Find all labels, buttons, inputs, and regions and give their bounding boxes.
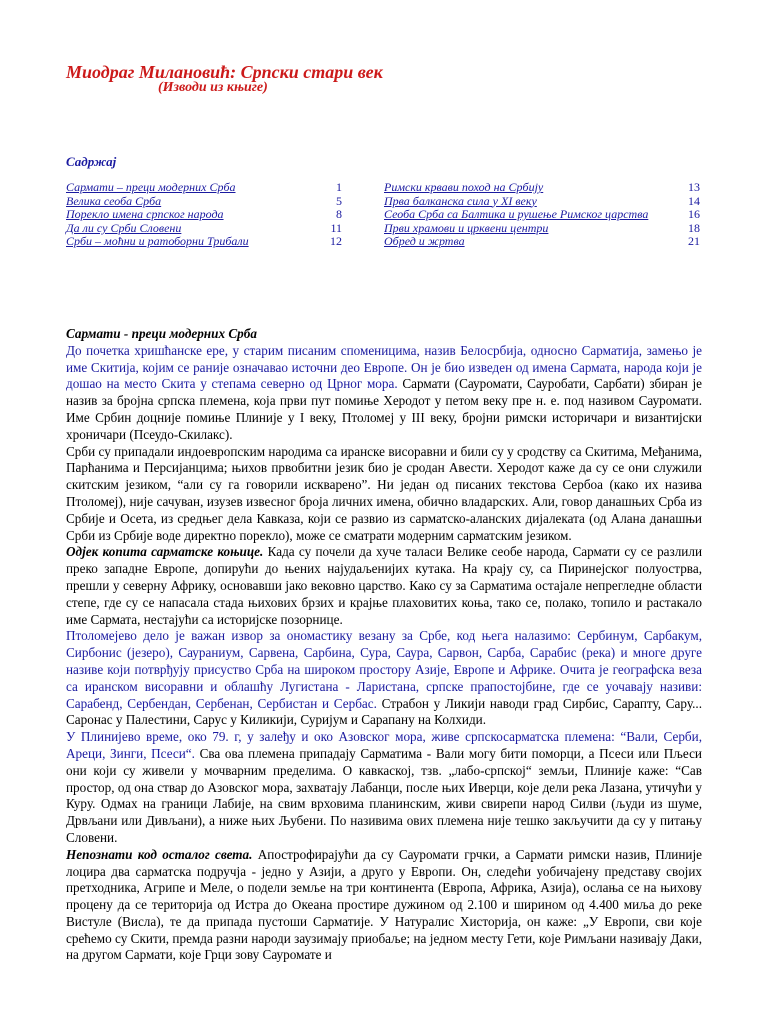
toc-entry-page: 11 (330, 220, 342, 235)
toc-entry[interactable] (384, 181, 700, 195)
toc-entry-title[interactable]: Први храмови и црквени центри (384, 220, 549, 235)
toc-entry-title[interactable]: Сармати – преци модерних Срба (66, 180, 236, 194)
toc-entry-title[interactable]: Обред и жртва (384, 234, 465, 249)
toc-entry-page: 5 (336, 193, 342, 208)
document-title: Миодраг Милановић: Српски стари век (66, 62, 383, 82)
toc-column-left (66, 181, 342, 249)
toc-entry[interactable] (384, 195, 700, 209)
paragraph (66, 343, 702, 444)
toc-entry[interactable] (384, 222, 700, 236)
toc-entry-title[interactable]: Да ли су Срби Словени (66, 220, 182, 235)
paragraph (66, 729, 702, 847)
toc-entry[interactable] (66, 195, 342, 209)
toc-entry[interactable] (66, 222, 342, 236)
paragraph-text: Апострофирајући да су Сауромати грчки, а Сармати римски назив, Плиније лоцира два сарматска подручја - једно у Азији, а друго у Европи. Он, следећи уобичајену представу својих претходника, Агрипе и Меле, о подели земље на три континента (Европа, Африка, Азија), ослања се на њихову процену да се територија од Истра до Океана простире дужином од 2.100 и ширином од 4.400 миља до реке Вистуле (Висла), те да припада пустоши Сарматије. У Натуралис Хисторија, он каже: „У Европи, сви које срећемо су Скити, премда разни народи заузимају приобаље; на једном месту Гети, које Римљани називају Даки, на другом Сармати, које Грци зову Сауромате и (66, 846, 702, 963)
toc-entry-title[interactable]: Римски крвави поход на Србију (384, 180, 544, 194)
toc-entry[interactable] (66, 208, 342, 222)
toc-entry-page: 14 (688, 193, 700, 208)
paragraph-text: Сармати (Сауромати, Сауробати, Сарбати) збиран је назив за бројна српска племена, која први пут помиње Херодот у петом веку пре н. е. под називом Сауромати. Име Србин доцније помиње Плиније у I веку, Птоломеј у III веку, бројни римски историчари и византијски хроничари (Псеудо-Скилакс). (66, 376, 703, 442)
toc-column-right (384, 181, 700, 249)
toc-entry-page: 13 (688, 180, 700, 194)
paragraph-text: Када су почели да хуче таласи Велике сеобе народа, Сармати су се разлили преко западне Европе, допирући до њених најудаљенијих кутака. На крају су, са Пиринејског полуострва, прешли у северну Африку, основавши јако вековно царство. Како су за Сарматима остајале непрегледне области степе, где су се напасала стада њихових брзих и крајње плаховитих коња, тако се, полако, топило и растакало име Сармата, нестајући са историјске позорнице. (66, 544, 702, 627)
paragraph-highlight: До почетка хришћанске ере, у старим писаним споменицима, назив Белосрбија, односно Сарматија, замењо је име Скитија, којим се раније означавао источни део Европе. Он је био изведен од имена Сармата, народа који је дошао на место Скита у степама северно од Црног мора. (66, 342, 702, 392)
paragraph-text: Сва ова племена припадају Сарматима - Вали могу бити поморци, а Псеси или Пљеси они који су живели у мочварним пределима. О кавкаској, тзв. „лабо-српској“ земљи, Плиније каже: “Сав простор, од она ствар до Азовског мора, захватају Лабанци, после њих Иверци, које дели река Лазана, утичући у Куру. Одмах на граници Лабије, на свим врховима планинским, живи свирепи народ Силви (људи из шуме, Дрвљани или Дивљани), а ниже њих Љубени. По називима ових племена није тешко закључити да су у питању Словени. (66, 745, 702, 845)
paragraph (66, 628, 702, 729)
toc-entry-title[interactable]: Сеоба Срба са Балтика и рушење Римског царства (384, 207, 649, 222)
paragraph (66, 847, 702, 965)
toc-entry-title[interactable]: Срби – моћни и ратоборни Трибали (66, 234, 249, 249)
subsection-heading: Непознати код осталог света. (66, 846, 253, 862)
toc-entry-page: 12 (330, 234, 342, 249)
toc-entry-page: 8 (336, 207, 342, 222)
paragraph-highlight: Птоломејево дело је важан извор за ономастику везану за Србе, код њега налазимо: Сербинум, Сарбакум, Сирбонис (језеро), Саураниум, Сарвена, Сарбина, Сура, Саура, Сарвон, Сарба, Сарабис (река) и многе друге називе који потврђују присуство Срба на широком простору Азије, Европе и Африке. Очита је географска веза са иранском висоравни и облашћу Лугистана - Ларистана, српске прапостојбине, где се уочавају називи: Сарабенд, Сербендан, Сербенан, Сербистан и Сербас. (66, 628, 702, 711)
paragraph: Срби су припадали индоевропским народима са иранске висоравни и били су у сродству са Скитима, Међанима, Парћанима и Персијанцима; њихов првобитни језик био је сродан Авести. Херодот каже да су се они служили скитским језиком, “али су га говорили искварено”. Ни један од писаних текстова Сербоа (како их назива Птоломеј), није сачуван, изузев извесног броја личних имена, обично владарских. Али, говор данашњих Срба из Србије и Осета, из средњег дела Кавказа, који се развио из сарматско-аланских дијалеката (од Алана данашњи Срби из Србије воде директно порекло), може се сматрати модерним сарматским језиком. (66, 443, 702, 543)
toc-entry[interactable] (66, 235, 342, 249)
toc-entry-page: 1 (336, 180, 342, 194)
toc-entry[interactable] (66, 181, 342, 195)
toc-entry[interactable] (384, 235, 700, 249)
paragraph-highlight: У Плинијево време, око 79. г, у залеђу и око Азовског мора, живе српскосарматска племена: “Вали, Серби, Ареци, Зинги, Псеси“. (66, 729, 702, 761)
toc-entry-title[interactable]: Велика сеоба Срба (66, 193, 162, 208)
toc-entry-page: 18 (688, 220, 700, 235)
toc-heading: Садржај (66, 154, 117, 169)
paragraph (66, 544, 702, 628)
paragraph-text: Страбон у Ликији наводи град Сирбис, Сарапту, Сару... Саронас у Палестини, Сарус у Киликији, Суријум и Сарапану на Колхиди. (66, 695, 702, 728)
toc-entry[interactable] (384, 208, 700, 222)
subsection-heading: Одјек копита сарматске коњице. (66, 544, 264, 560)
section-heading: Сармати - преци модерних Срба (66, 326, 257, 341)
toc-entry-page: 21 (688, 234, 700, 249)
toc-entry-title[interactable]: Порекло имена српског народа (66, 207, 224, 222)
document-subtitle: (Изводи из књиге) (158, 80, 268, 95)
toc-entry-page: 16 (688, 207, 700, 222)
toc-entry-title[interactable]: Прва балканска сила у XI веку (384, 193, 537, 208)
section-body (66, 326, 702, 964)
